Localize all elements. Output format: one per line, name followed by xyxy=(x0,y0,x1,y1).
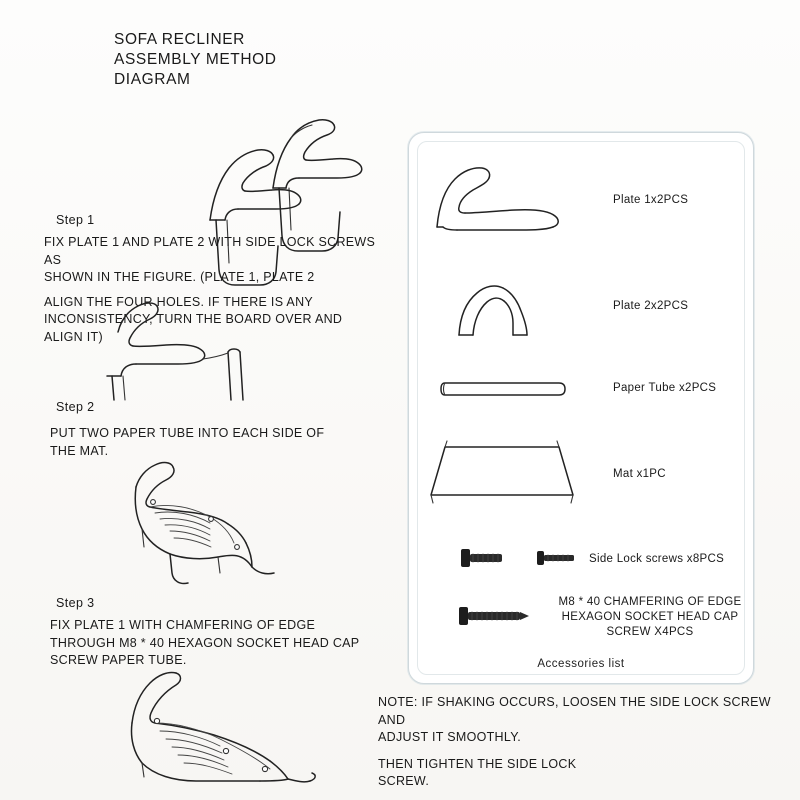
step-1-text-line-3: ALIGN THE FOUR HOLES. IF THERE IS ANY xyxy=(44,294,314,309)
accessory-row-plate-1 xyxy=(409,159,753,239)
spacer xyxy=(378,747,778,756)
note-line-3: THEN TIGHTEN THE SIDE LOCK xyxy=(378,756,577,771)
step-2-label: Step 2 xyxy=(56,400,95,414)
step-3-text-line-1: FIX PLATE 1 WITH CHAMFERING OF EDGE xyxy=(50,618,316,632)
note-block xyxy=(378,694,778,791)
step-1-label: Step 1 xyxy=(56,213,95,227)
accessory-row-plate-2 xyxy=(409,271,753,341)
title-line-3: DIAGRAM xyxy=(114,71,191,88)
hex-socket-screw-label-line-1: M8 * 40 CHAMFERING OF EDGE xyxy=(558,596,742,608)
mat-icon xyxy=(427,433,597,513)
step-1-text-line-2: SHOWN IN THE FIGURE. (PLATE 1, PLATE 2 xyxy=(44,270,315,284)
mat-label: Mat x1PC xyxy=(613,468,666,480)
accessories-panel xyxy=(408,132,754,684)
step-2-text-line-1: PUT TWO PAPER TUBE INTO EACH SIDE OF xyxy=(50,426,325,440)
accessory-row-paper-tube xyxy=(409,371,753,407)
step-3-text xyxy=(50,617,390,670)
plate-1-icon xyxy=(427,159,607,239)
side-lock-screws-label: Side Lock screws x8PCS xyxy=(589,553,725,565)
accessory-row-hex-socket-screw xyxy=(409,595,753,655)
finished-chair-illustration xyxy=(110,665,360,795)
accessory-row-mat xyxy=(409,433,753,513)
step-3-label: Step 3 xyxy=(56,596,95,610)
title-line-1: SOFA RECLINER xyxy=(114,31,245,48)
accessory-row-side-lock-screws xyxy=(409,537,753,583)
plate-1-label: Plate 1x2PCS xyxy=(613,194,689,206)
step-1-text-line-4: INCONSISTENCY, TURN THE BOARD OVER AND xyxy=(44,312,343,326)
paper-tube-label: Paper Tube x2PCS xyxy=(613,382,717,394)
step-3-text-line-2: THROUGH M8 * 40 HEXAGON SOCKET HEAD CAP xyxy=(50,635,360,650)
step-2-illustration xyxy=(90,290,390,400)
hex-socket-screw-label-line-2: HEXAGON SOCKET HEAD CAP xyxy=(561,611,739,623)
paper-tube-icon xyxy=(437,371,597,407)
step-1-illustration xyxy=(90,80,390,220)
step-1-text-line-1: FIX PLATE 1 AND PLATE 2 WITH SIDE LOCK SCREWS AS xyxy=(44,235,376,267)
note-line-1: NOTE: IF SHAKING OCCURS, LOOSEN THE SIDE LOCK SCREW AND xyxy=(378,695,771,727)
step-3-text-line-3: SCREW PAPER TUBE. xyxy=(50,653,187,667)
accessories-list-caption: Accessories list xyxy=(537,658,625,670)
note-line-2: ADJUST IT SMOOTHLY. xyxy=(378,730,521,744)
title-line-2: ASSEMBLY METHOD xyxy=(114,51,277,68)
plate-2-icon xyxy=(445,271,585,341)
hex-socket-screw-label-line-3: SCREW X4PCS xyxy=(606,626,694,638)
step-2-text-line-2: THE MAT. xyxy=(50,443,109,458)
assembled-chair-illustration-1 xyxy=(110,455,350,590)
note-line-4: SCREW. xyxy=(378,774,430,788)
side-lock-screws-icon xyxy=(449,537,599,583)
hex-socket-screw-label xyxy=(555,595,745,640)
plate-2-label: Plate 2x2PCS xyxy=(613,300,689,312)
step-1-text-line-5: ALIGN IT) xyxy=(44,329,103,344)
